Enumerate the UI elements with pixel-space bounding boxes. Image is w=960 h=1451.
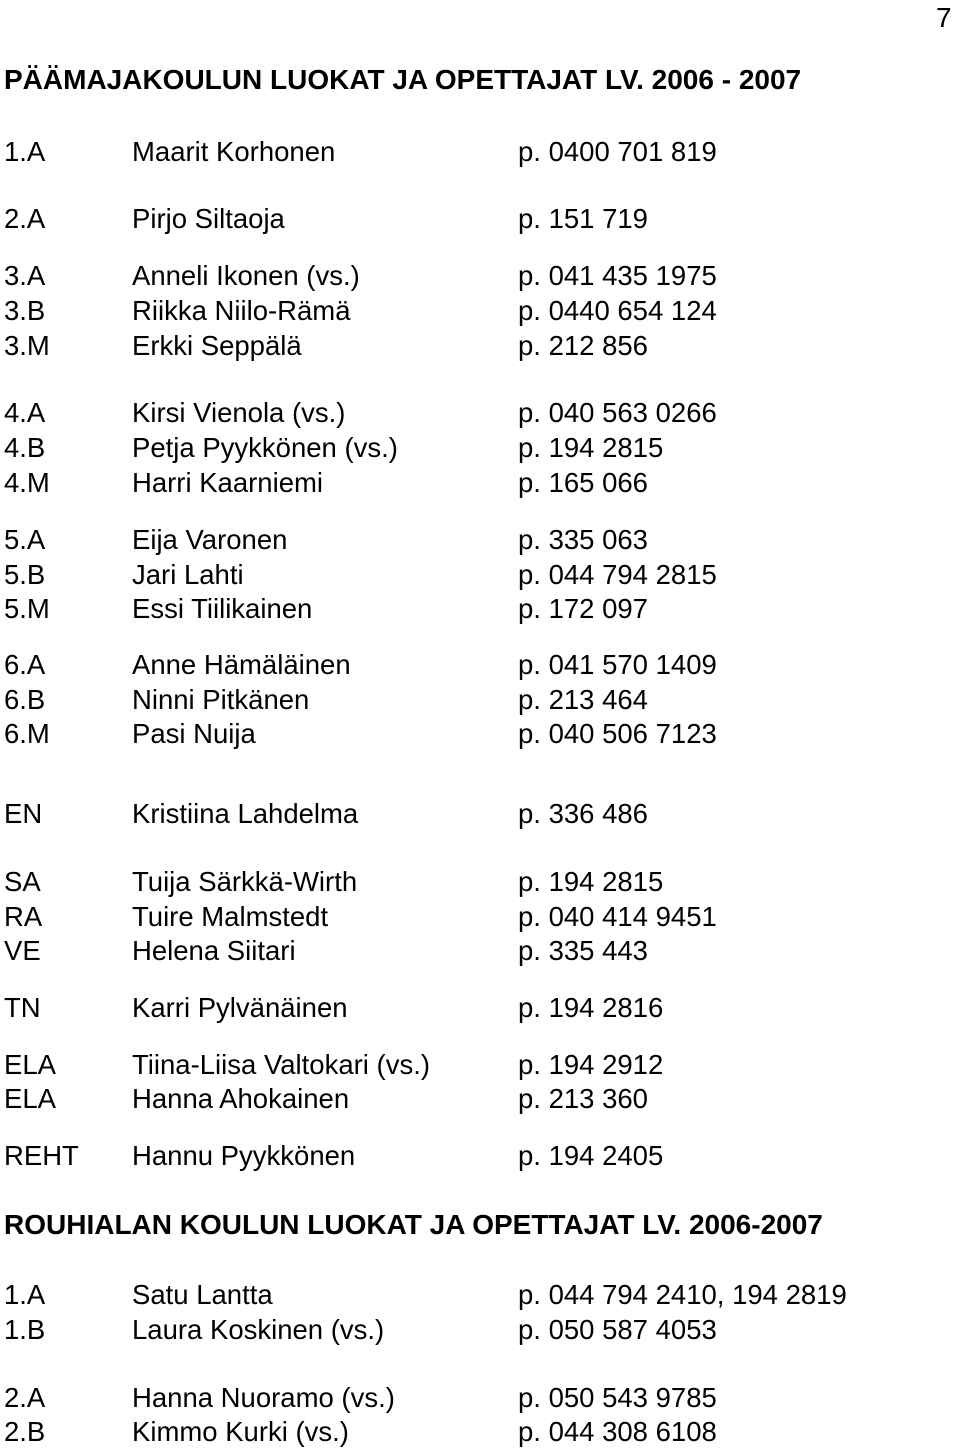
phone-cell: p. 213 360 <box>518 1083 648 1114</box>
teacher-cell: Riikka Niilo-Rämä <box>132 295 351 326</box>
class-cell: 1.B <box>4 1314 46 1345</box>
phone-cell: p. 165 066 <box>518 467 648 498</box>
teacher-cell: Helena Siitari <box>132 935 296 966</box>
teacher-cell: Pasi Nuija <box>132 718 256 749</box>
phone-cell: p. 040 506 7123 <box>518 718 717 749</box>
class-cell: TN <box>4 992 41 1023</box>
class-cell: 5.A <box>4 524 46 555</box>
teacher-cell: Pirjo Siltaoja <box>132 203 285 234</box>
class-cell: REHT <box>4 1140 79 1171</box>
teacher-cell: Essi Tiilikainen <box>132 593 313 624</box>
class-cell: 1.A <box>4 136 46 167</box>
phone-cell: p. 213 464 <box>518 684 648 715</box>
class-cell: 5.B <box>4 559 46 590</box>
phone-cell: p. 050 543 9785 <box>518 1382 717 1413</box>
class-cell: 3.M <box>4 330 50 361</box>
class-cell: 6.A <box>4 649 46 680</box>
phone-cell: p. 336 486 <box>518 798 648 829</box>
class-cell: 2.A <box>4 203 46 234</box>
teacher-cell: Hanna Nuoramo (vs.) <box>132 1382 395 1413</box>
class-cell: EN <box>4 798 43 829</box>
phone-cell: p. 151 719 <box>518 203 648 234</box>
phone-cell: p. 050 587 4053 <box>518 1314 717 1345</box>
teacher-cell: Karri Pylvänäinen <box>132 992 348 1023</box>
phone-cell: p. 194 2815 <box>518 866 664 897</box>
phone-cell: p. 041 435 1975 <box>518 260 717 291</box>
class-cell: 6.M <box>4 718 50 749</box>
class-cell: 4.B <box>4 432 46 463</box>
class-cell: ELA <box>4 1049 56 1080</box>
phone-cell: p. 194 2815 <box>518 432 664 463</box>
phone-cell: p. 040 563 0266 <box>518 397 717 428</box>
teacher-cell: Kimmo Kurki (vs.) <box>132 1416 349 1447</box>
teacher-cell: Ninni Pitkänen <box>132 684 310 715</box>
teacher-cell: Anneli Ikonen (vs.) <box>132 260 360 291</box>
phone-cell: p. 0400 701 819 <box>518 136 717 167</box>
phone-cell: p. 040 414 9451 <box>518 901 717 932</box>
teacher-cell: Harri Kaarniemi <box>132 467 324 498</box>
teacher-cell: Tuija Särkkä-Wirth <box>132 866 358 897</box>
teacher-cell: Erkki Seppälä <box>132 330 302 361</box>
phone-cell: p. 044 308 6108 <box>518 1416 717 1447</box>
class-cell: RA <box>4 901 43 932</box>
teacher-cell: Satu Lantta <box>132 1279 273 1310</box>
teacher-cell: Hannu Pyykkönen <box>132 1140 356 1171</box>
class-cell: ELA <box>4 1083 56 1114</box>
phone-cell: p. 335 443 <box>518 935 648 966</box>
phone-cell: p. 0440 654 124 <box>518 295 717 326</box>
phone-cell: p. 194 2816 <box>518 992 664 1023</box>
class-cell: 1.A <box>4 1279 46 1310</box>
teacher-cell: Kristiina Lahdelma <box>132 798 359 829</box>
teacher-cell: Maarit Korhonen <box>132 136 336 167</box>
class-cell: 2.A <box>4 1382 46 1413</box>
phone-cell: p. 172 097 <box>518 593 648 624</box>
phone-cell: p. 041 570 1409 <box>518 649 717 680</box>
section-title-paamajakoulu: PÄÄMAJAKOULUN LUOKAT JA OPETTAJAT LV. 2006 - 2007 <box>4 64 802 95</box>
class-cell: 5.M <box>4 593 50 624</box>
section-title-rouhialan-koulu: ROUHIALAN KOULUN LUOKAT JA OPETTAJAT LV. 2006-2007 <box>4 1209 823 1240</box>
page-number: 7 <box>936 2 952 33</box>
class-cell: 2.B <box>4 1416 46 1447</box>
phone-cell: p. 335 063 <box>518 524 648 555</box>
class-cell: 3.A <box>4 260 46 291</box>
class-cell: 4.M <box>4 467 50 498</box>
class-cell: SA <box>4 866 41 897</box>
teacher-cell: Tiina-Liisa Valtokari (vs.) <box>132 1049 430 1080</box>
teacher-cell: Jari Lahti <box>132 559 244 590</box>
teacher-cell: Tuire Malmstedt <box>132 901 329 932</box>
class-cell: 4.A <box>4 397 46 428</box>
class-cell: 6.B <box>4 684 46 715</box>
phone-cell: p. 044 794 2410, 194 2819 <box>518 1279 847 1310</box>
class-cell: 3.B <box>4 295 46 326</box>
phone-cell: p. 212 856 <box>518 330 648 361</box>
class-cell: VE <box>4 935 41 966</box>
teacher-cell: Laura Koskinen (vs.) <box>132 1314 385 1345</box>
teacher-cell: Kirsi Vienola (vs.) <box>132 397 346 428</box>
phone-cell: p. 044 794 2815 <box>518 559 717 590</box>
phone-cell: p. 194 2912 <box>518 1049 664 1080</box>
teacher-cell: Petja Pyykkönen (vs.) <box>132 432 398 463</box>
teacher-cell: Eija Varonen <box>132 524 288 555</box>
phone-cell: p. 194 2405 <box>518 1140 664 1171</box>
teacher-cell: Anne Hämäläinen <box>132 649 351 680</box>
teacher-cell: Hanna Ahokainen <box>132 1083 350 1114</box>
